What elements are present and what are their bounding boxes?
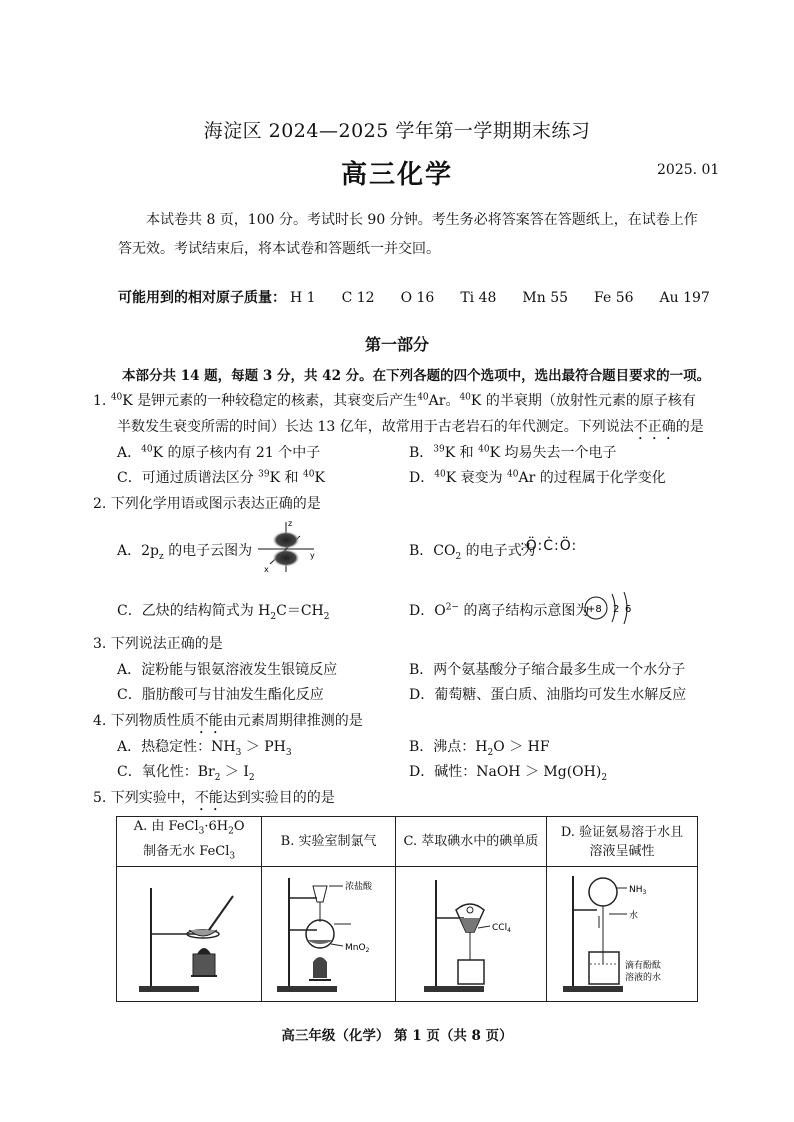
q2-option-c: C．乙炔的结构简式为 $H_2C=CH_2$ [117, 603, 330, 622]
conc-hcl-label: 浓盐酸 [344, 882, 372, 893]
svg-text:z: z [288, 519, 293, 528]
extraction-apparatus-image [406, 868, 536, 996]
svg-text:x: x [264, 565, 269, 574]
subject-title: 高三化学 [340, 160, 453, 190]
ammonia-fountain-image [557, 868, 687, 996]
part-title: 第一部分 [364, 335, 429, 354]
mno2-label: MnO$_2$ [344, 943, 369, 955]
q2-stem: 2. 下列化学用语或图示表达正确的是 [93, 496, 321, 512]
exam-date: 2025. 01 [657, 162, 720, 178]
q1-option-a: A．$^{40}$K 的原子核内有 21 个中子 [117, 444, 321, 461]
part-intro: 本部分共 14 题，每题 3 分，共 42 分。在下列各题的四个选项中，选出最符合题目要求的一项。 [122, 368, 711, 384]
exam-notice: 本试卷共 8 页，100 分。考试时长 90 分钟。考生务必将答案答在答题纸上，在试卷上作答无效。考试结束后，将本试卷和答题纸一并交回。 [118, 212, 698, 257]
svg-text:6: 6 [625, 604, 632, 615]
q3-option-c: C．脂肪酸可与甘油发生酯化反应 [117, 687, 324, 703]
q3-option-a: A．淀粉能与银氨溶液发生银镜反应 [117, 662, 338, 678]
q2-option-a: A．$2p_z$ 的电子云图为 [117, 543, 253, 562]
q2-option-d: D．$O^{2-}$ 的离子结构示意图为 [409, 602, 590, 619]
exp-d-header: D. 验证氨易溶于水且 溶液呈碱性 [546, 817, 697, 867]
q3-option-d: D．葡萄糖、蛋白质、油脂均可发生水解反应 [409, 687, 687, 703]
exp-b-apparatus [262, 867, 396, 1002]
co2-electron-formula: :Ö:Ċ:Ö: [520, 538, 578, 554]
svg-text:+8: +8 [587, 604, 602, 615]
evaporation-apparatus-image [129, 868, 249, 996]
svg-text:2: 2 [613, 604, 620, 615]
chlorine-generator-image [269, 868, 389, 996]
q1-option-d: D．$^{40}$K 衰变为 $^{40}$Ar 的过程属于化学变化 [409, 469, 666, 486]
water-label: 水 [628, 911, 638, 922]
q1-option-b: B．$^{39}$K 和 $^{40}$K 均易失去一个电子 [409, 444, 617, 461]
exp-a-apparatus [117, 867, 262, 1002]
electron-cloud-diagram [252, 518, 320, 576]
q2-option-b: B．$CO_2$ 的电子式为 [409, 543, 536, 562]
ion-structure-diagram [582, 588, 638, 628]
phenol-label-2: 溶液的水 [624, 973, 661, 984]
exam-title: 海淀区 2024—2025 学年第一学期期末练习 [203, 120, 591, 142]
atomic-masses: 可能用到的相对原子质量： H 1 C 12 O 16 Ti 48 Mn 55 Fe 56 Au 197 [118, 290, 710, 306]
phenol-label-1: 滴有酚酞 [624, 961, 661, 972]
svg-text:y: y [310, 551, 315, 560]
q3-stem: 3. 下列说法正确的是 [93, 636, 223, 652]
experiment-table [116, 816, 698, 1002]
exp-c-header: C. 萃取碘水中的碘单质 [395, 817, 546, 867]
ccl4-label: CCl$_4$ [491, 923, 511, 935]
nh3-label: $NH_3$ [628, 885, 647, 897]
q3-option-b: B．两个氨基酸分子缩合最多生成一个水分子 [409, 662, 686, 678]
q5-stem: 5. 下列实验中，不能达到实验目的的是 [93, 790, 335, 806]
exp-d-apparatus [546, 867, 697, 1002]
q4-stem: 4. 下列物质性质不能由元素周期律推测的是 [93, 713, 363, 729]
q4-option-d: D．碱性：NaOH ＞ $Mg(OH)_2$ [409, 764, 608, 783]
exp-c-apparatus [395, 867, 546, 1002]
q4-option-a: A．热稳定性：$NH_3 > PH_3$ [117, 739, 292, 758]
q1-line2: 半数发生衰变所需的时间）长达 13 亿年，故常用于古老岩石的年代测定。下列说法不正确的是 [117, 419, 704, 435]
page-footer: 高三年级（化学） 第 1 页（共 8 页） [281, 1028, 513, 1044]
exp-a-header: A. 由 $FeCl_3\cdot 6H_2O$ 制备无水 FeCl$_3$ [117, 817, 262, 867]
q4-option-c: C．氧化性：$Br_2 > I_2$ [117, 764, 255, 783]
q1-option-c: C．可通过质谱法区分 $^{39}$K 和 $^{40}$K [117, 469, 325, 486]
q4-option-b: B．沸点：$H_2O$ ＞ HF [409, 739, 550, 758]
exp-b-header: B. 实验室制氯气 [262, 817, 396, 867]
q1-line1: 1. $^{40}$K 是钾元素的一种较稳定的核素，其衰变后产生$^{40}$Ar。$^{40}$K 的半衰期（放射性元素的原子核有 [93, 392, 696, 409]
